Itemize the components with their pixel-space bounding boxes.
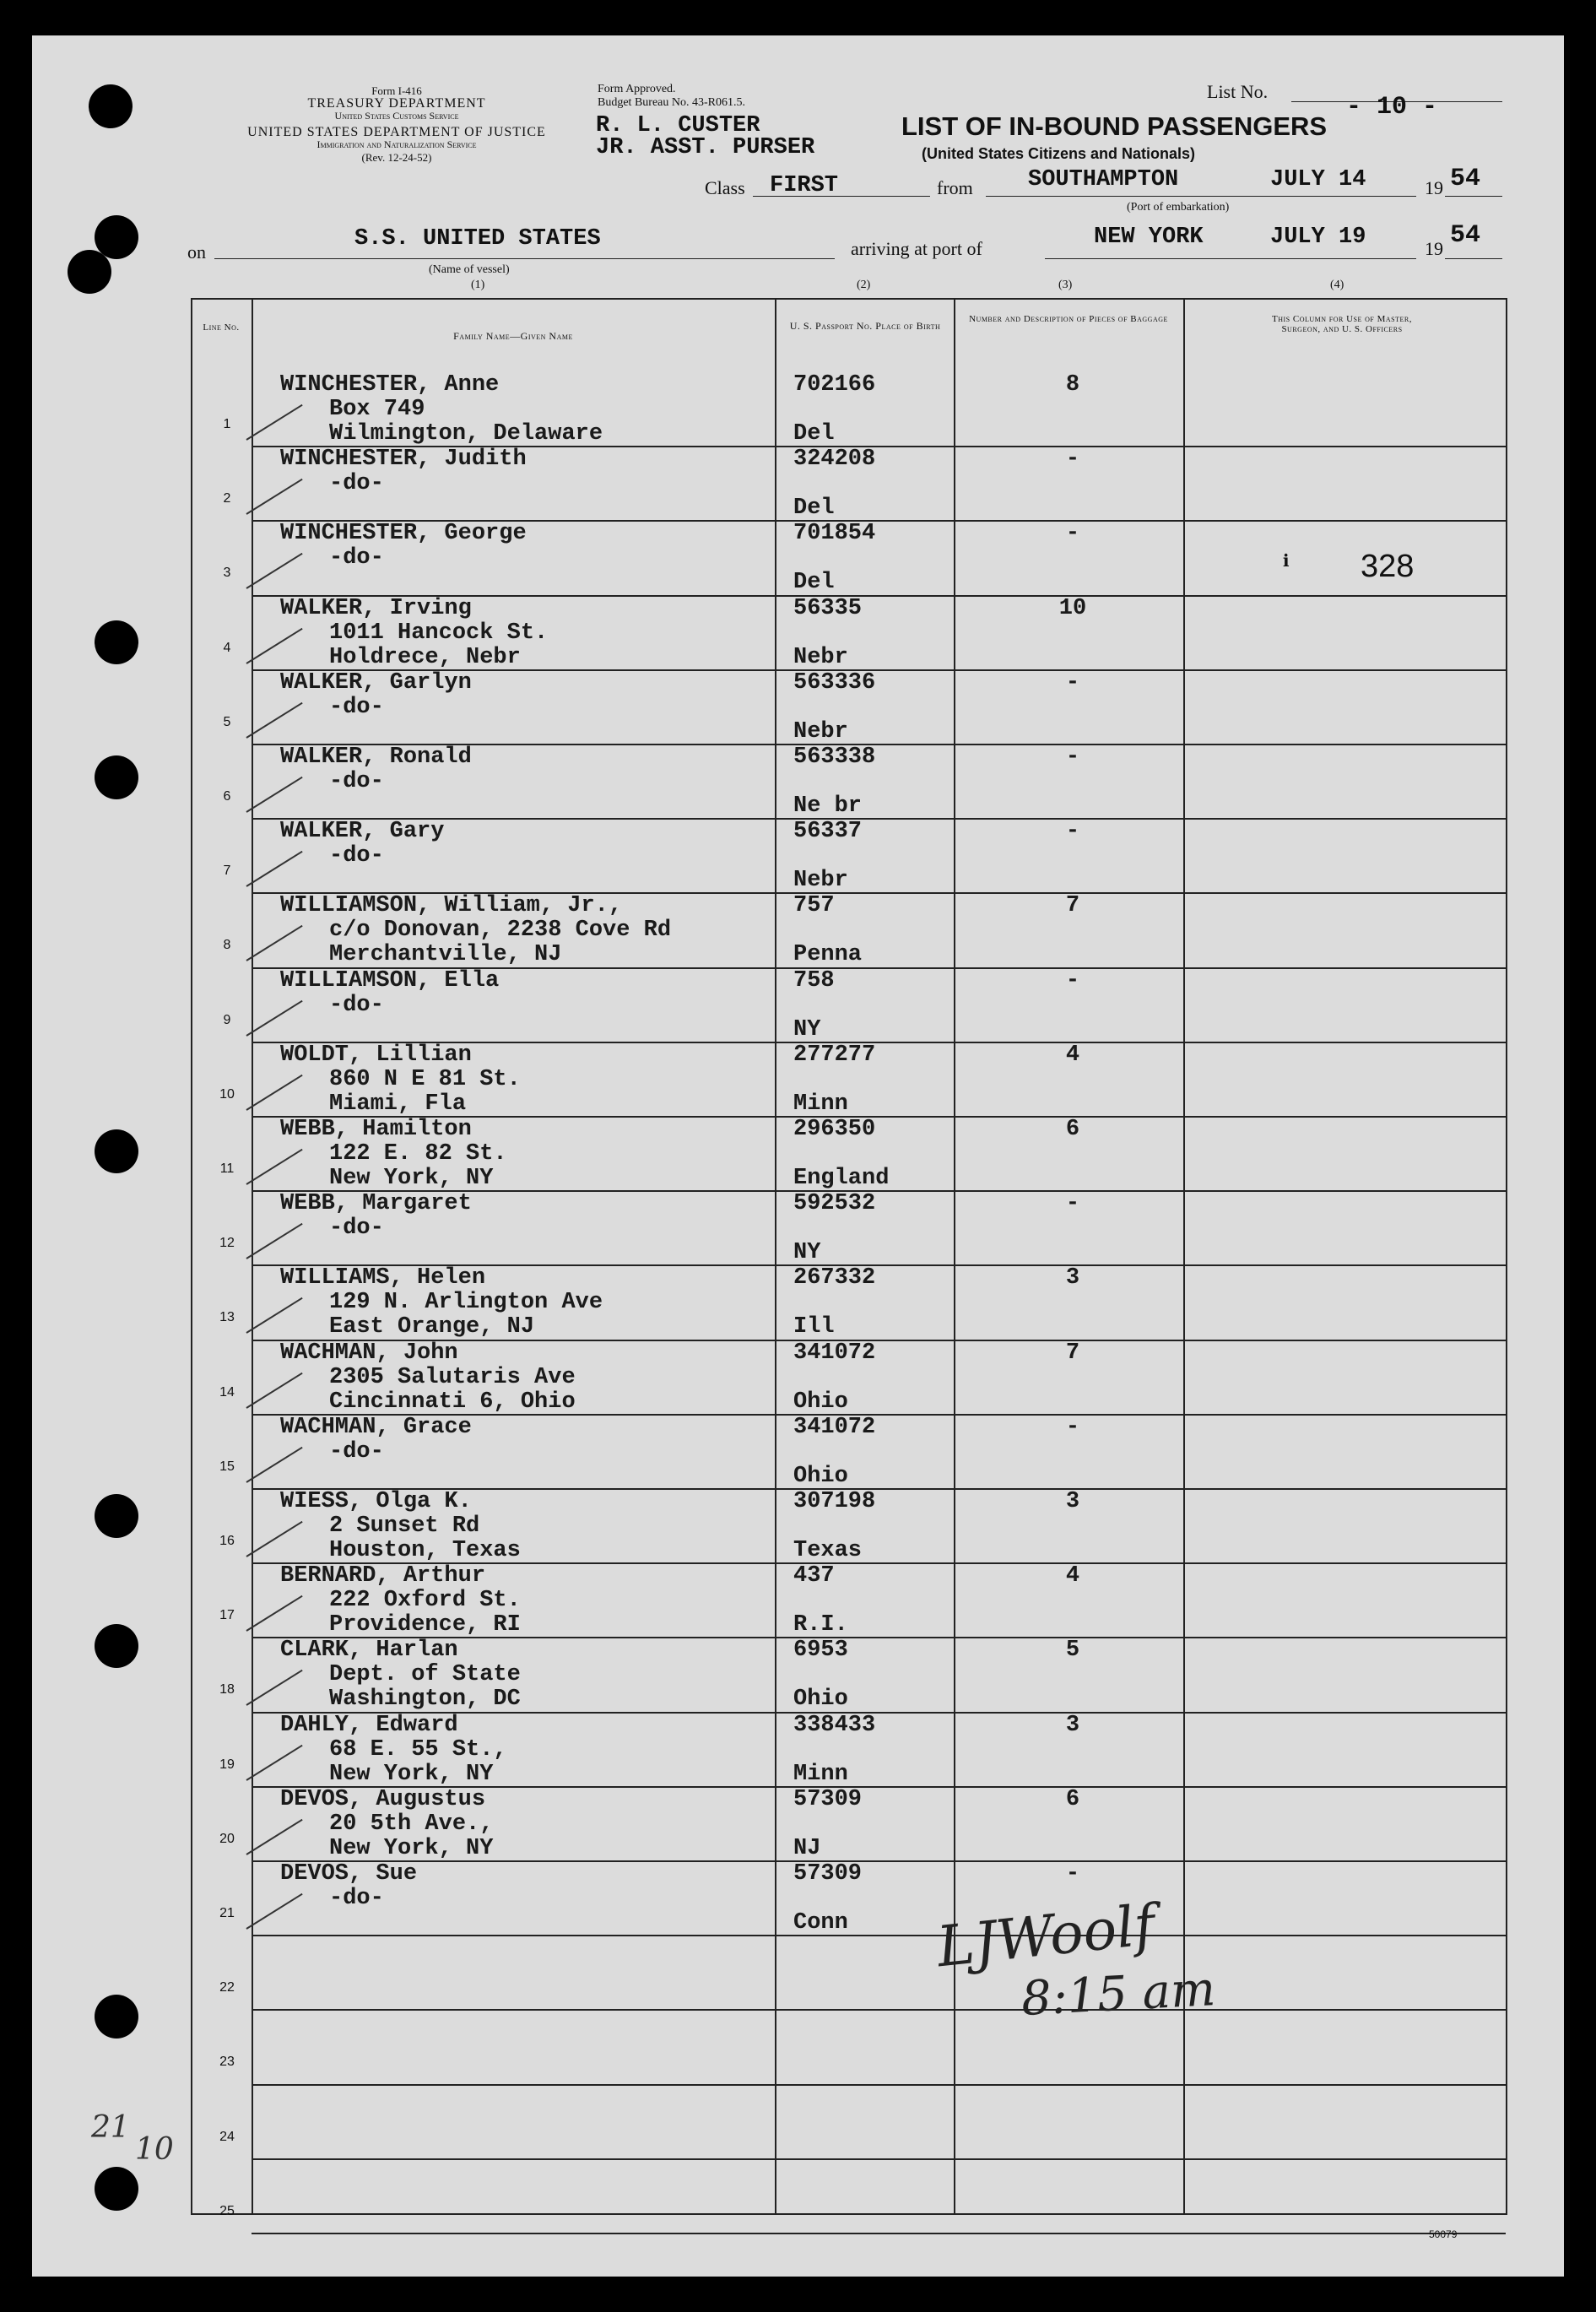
passenger-address: -do- <box>329 769 384 794</box>
passenger-address: -do- <box>329 695 384 720</box>
passenger-name: WEBB, Margaret <box>280 1191 472 1216</box>
passenger-name: WALKER, Irving <box>280 596 472 621</box>
col-header-baggage: Number and Description of Pieces of Baggage <box>969 314 1168 324</box>
baggage-count: 3 <box>1065 1489 1080 1514</box>
passenger-address: 129 N. Arlington Ave <box>329 1290 603 1315</box>
baggage-count: 4 <box>1065 1563 1080 1589</box>
place-of-birth: Del <box>793 421 835 447</box>
arriving-label: arriving at port of <box>851 238 982 259</box>
arrive-line <box>1045 258 1416 259</box>
punch-hole <box>68 250 111 294</box>
punch-hole <box>95 1995 138 2039</box>
form-number: Form I-416 <box>371 84 422 97</box>
passenger-address: -do- <box>329 1886 384 1911</box>
passenger-name: DEVOS, Sue <box>280 1861 418 1887</box>
line-number: 5 <box>223 715 231 729</box>
passenger-name: DEVOS, Augustus <box>280 1787 486 1812</box>
punch-hole <box>95 1129 138 1173</box>
punch-hole <box>95 1624 138 1668</box>
line-number: 4 <box>223 641 231 655</box>
passport-number: 6953 <box>793 1638 848 1663</box>
place-of-birth: Penna <box>793 942 863 967</box>
line-number: 8 <box>223 938 231 952</box>
document-title: LIST OF IN-BOUND PASSENGERS <box>901 111 1328 141</box>
margin-note-2: 10 <box>135 2132 174 2167</box>
place-of-birth: Ill <box>793 1314 835 1340</box>
place-of-birth: Ohio <box>793 1687 848 1712</box>
signature-time: 8:15 am <box>1020 1962 1217 2027</box>
passenger-name: WEBB, Hamilton <box>280 1117 472 1142</box>
line-number: 22 <box>219 1980 235 1995</box>
col-header-line: Line No. <box>203 322 240 333</box>
arrival-year-prefix: 19 <box>1425 238 1443 259</box>
list-no-value: - 10 - <box>1346 93 1438 122</box>
ins-service: Immigration and Naturalization Service <box>316 138 477 150</box>
col3-number: (3) <box>1058 279 1073 291</box>
line-number: 7 <box>223 864 231 878</box>
justice-dept: UNITED STATES DEPARTMENT OF JUSTICE <box>247 125 546 139</box>
passenger-name: BERNARD, Arthur <box>280 1563 486 1589</box>
place-of-birth: R.I. <box>793 1612 848 1638</box>
passport-number: 296350 <box>793 1117 876 1142</box>
line-number: 10 <box>219 1087 235 1102</box>
passenger-city: Houston, Texas <box>329 1538 521 1563</box>
baggage-count: - <box>1065 1861 1080 1887</box>
passenger-address: 68 E. 55 St., <box>329 1737 507 1762</box>
passenger-address: 20 5th Ave., <box>329 1811 494 1837</box>
passenger-name: WACHMAN, Grace <box>280 1415 472 1440</box>
baggage-count: 8 <box>1065 372 1080 398</box>
vessel-line <box>214 258 835 259</box>
passenger-address: 860 N E 81 St. <box>329 1067 521 1092</box>
treasury-dept: TREASURY DEPARTMENT <box>307 96 486 111</box>
line-number: 3 <box>223 566 231 580</box>
baggage-count: - <box>1065 819 1080 844</box>
passport-number: 701854 <box>793 521 876 546</box>
line-number: 13 <box>219 1310 235 1324</box>
passport-number: 341072 <box>793 1415 876 1440</box>
year-line <box>1445 196 1502 197</box>
line-number: 12 <box>219 1236 235 1250</box>
passenger-address: -do- <box>329 843 384 869</box>
baggage-count: - <box>1065 521 1080 546</box>
col-header-passport: U. S. Passport No. Place of Birth <box>789 320 941 332</box>
place-of-birth: England <box>793 1166 890 1191</box>
inspector-signature: LJWoolf <box>933 1892 1158 1980</box>
arrival-date: JULY 19 <box>1270 225 1366 250</box>
vessel-name: S.S. UNITED STATES <box>354 226 601 252</box>
passenger-city: East Orange, NJ <box>329 1314 535 1340</box>
passenger-city: Cincinnati 6, Ohio <box>329 1389 576 1415</box>
place-of-birth: NY <box>793 1240 821 1265</box>
line-number: 9 <box>223 1013 231 1027</box>
line-number: 11 <box>219 1161 235 1176</box>
class-value: FIRST <box>770 173 839 198</box>
punch-hole <box>89 84 133 128</box>
passenger-city: Merchantville, NJ <box>329 942 562 967</box>
document-subtitle: (United States Citizens and Nationals) <box>922 145 1196 162</box>
baggage-count: - <box>1065 447 1080 472</box>
from-line <box>986 196 1416 197</box>
stamp-number: 328 <box>1361 549 1415 584</box>
line-number: 1 <box>223 417 231 431</box>
passenger-address: c/o Donovan, 2238 Cove Rd <box>329 918 672 943</box>
passport-number: 57309 <box>793 1861 863 1887</box>
arrival-year-line <box>1445 258 1502 259</box>
col-header-name: Family Name—Given Name <box>453 330 573 342</box>
passenger-name: WIESS, Olga K. <box>280 1489 472 1514</box>
passenger-city: Holdrece, Nebr <box>329 645 521 670</box>
baggage-count: 10 <box>1058 596 1087 621</box>
passenger-city: New York, NY <box>329 1166 494 1191</box>
passport-number: 592532 <box>793 1191 876 1216</box>
passenger-address: 2 Sunset Rd <box>329 1513 480 1539</box>
baggage-count: - <box>1065 670 1080 696</box>
place-of-birth: NJ <box>793 1836 821 1861</box>
passenger-city: New York, NY <box>329 1836 494 1861</box>
footer-code: 50079 <box>1429 2228 1458 2240</box>
passenger-city: New York, NY <box>329 1762 494 1787</box>
baggage-count: - <box>1065 1191 1080 1216</box>
line-number: 17 <box>219 1608 235 1622</box>
officer-name: R. L. CUSTER <box>596 113 760 138</box>
baggage-count: - <box>1065 744 1080 770</box>
port-of-embarkation: SOUTHAMPTON <box>1028 167 1179 192</box>
row-divider <box>252 2158 1506 2160</box>
place-of-birth: Ohio <box>793 1464 848 1489</box>
baggage-count: - <box>1065 1415 1080 1440</box>
baggage-count: 6 <box>1065 1117 1080 1142</box>
passenger-name: WINCHESTER, Anne <box>280 372 500 398</box>
punch-hole <box>95 2167 138 2211</box>
arrival-year: 54 <box>1450 221 1481 250</box>
place-of-birth: Nebr <box>793 645 848 670</box>
passenger-name: WILLIAMSON, William, Jr., <box>280 893 623 918</box>
place-of-birth: Nebr <box>793 868 848 893</box>
baggage-count: 4 <box>1065 1042 1080 1068</box>
baggage-count: 7 <box>1065 1340 1080 1366</box>
passenger-name: WINCHESTER, Judith <box>280 447 527 472</box>
col-header-officers: This Column for Use of Master, Surgeon, and U. S. Officers <box>1272 314 1412 334</box>
year-prefix: 19 <box>1425 177 1443 198</box>
passport-number: 341072 <box>793 1340 876 1366</box>
col2-number: (2) <box>857 279 871 291</box>
passport-number: 56335 <box>793 596 863 621</box>
arrival-port: NEW YORK <box>1094 225 1204 250</box>
passenger-address: Box 749 <box>329 397 425 422</box>
place-of-birth: Ohio <box>793 1389 848 1415</box>
line-number: 2 <box>223 491 231 506</box>
port-embark-caption: (Port of embarkation) <box>1127 201 1230 214</box>
line-number: 24 <box>219 2130 235 2144</box>
place-of-birth: Minn <box>793 1091 848 1117</box>
from-label: from <box>937 177 973 198</box>
passenger-city: Wilmington, Delaware <box>329 421 603 447</box>
passenger-name: CLARK, Harlan <box>280 1638 458 1663</box>
form-approved: Form Approved. <box>598 83 676 95</box>
passport-number: 267332 <box>793 1265 876 1291</box>
place-of-birth: Minn <box>793 1762 848 1787</box>
row-divider <box>252 2009 1506 2011</box>
passenger-address: -do- <box>329 545 384 571</box>
line-number: 25 <box>219 2204 235 2218</box>
customs-service: United States Customs Service <box>334 110 459 122</box>
line-number: 16 <box>219 1534 235 1548</box>
line-number: 15 <box>219 1459 235 1474</box>
line-number: 18 <box>219 1682 235 1697</box>
line-number: 21 <box>219 1906 235 1920</box>
passport-number: 702166 <box>793 372 876 398</box>
baggage-count: 3 <box>1065 1265 1080 1291</box>
row-divider <box>252 1935 1506 1936</box>
stamp-mark: ℹ <box>1283 550 1290 571</box>
baggage-count: 5 <box>1065 1638 1080 1663</box>
place-of-birth: Texas <box>793 1538 863 1563</box>
line-number: 23 <box>219 2055 235 2069</box>
passport-number: 758 <box>793 968 835 994</box>
passenger-name: WILLIAMS, Helen <box>280 1265 486 1291</box>
passport-number: 57309 <box>793 1787 863 1812</box>
col4-number: (4) <box>1330 279 1344 291</box>
passenger-city: Providence, RI <box>329 1612 521 1638</box>
line-number: 19 <box>219 1757 235 1772</box>
passenger-address: Dept. of State <box>329 1662 521 1687</box>
col1-number: (1) <box>471 279 485 291</box>
vessel-caption: (Name of vessel) <box>429 263 510 276</box>
passenger-address: -do- <box>329 1439 384 1465</box>
passenger-name: WALKER, Ronald <box>280 744 472 770</box>
passenger-address: 222 Oxford St. <box>329 1588 521 1613</box>
baggage-count: 6 <box>1065 1787 1080 1812</box>
passenger-address: 1011 Hancock St. <box>329 620 549 646</box>
margin-note: 21 <box>91 2110 130 2145</box>
class-label: Class <box>705 177 745 198</box>
baggage-count: 3 <box>1065 1713 1080 1738</box>
on-label: on <box>187 241 206 263</box>
passenger-name: WACHMAN, John <box>280 1340 458 1366</box>
passenger-name: DAHLY, Edward <box>280 1713 458 1738</box>
passenger-name: WINCHESTER, George <box>280 521 527 546</box>
place-of-birth: Del <box>793 570 835 595</box>
line-number: 14 <box>219 1385 235 1400</box>
passport-number: 307198 <box>793 1489 876 1514</box>
passenger-city: Washington, DC <box>329 1687 521 1712</box>
passenger-address: 2305 Salutaris Ave <box>329 1365 576 1390</box>
place-of-birth: Nebr <box>793 719 848 744</box>
place-of-birth: Conn <box>793 1910 848 1936</box>
passenger-name: WALKER, Garlyn <box>280 670 472 696</box>
punch-hole <box>95 620 138 664</box>
baggage-count: 7 <box>1065 893 1080 918</box>
row-divider <box>252 2084 1506 2086</box>
embarkation-date: JULY 14 <box>1270 167 1366 192</box>
passenger-address: -do- <box>329 471 384 496</box>
passenger-name: WILLIAMSON, Ella <box>280 968 500 994</box>
officer-title: JR. ASST. PURSER <box>596 135 815 160</box>
line-number: 20 <box>219 1832 235 1846</box>
passport-number: 757 <box>793 893 835 918</box>
passenger-address: 122 E. 82 St. <box>329 1141 507 1167</box>
passport-number: 277277 <box>793 1042 876 1068</box>
baggage-count: - <box>1065 968 1080 994</box>
passport-number: 437 <box>793 1563 835 1589</box>
passport-number: 56337 <box>793 819 863 844</box>
place-of-birth: Ne br <box>793 793 863 819</box>
passenger-address: -do- <box>329 993 384 1018</box>
embarkation-year: 54 <box>1450 165 1481 193</box>
punch-hole <box>95 755 138 799</box>
passenger-name: WOLDT, Lillian <box>280 1042 472 1068</box>
form-agency-block <box>186 84 608 164</box>
passport-number: 563336 <box>793 670 876 696</box>
list-no-label: List No. <box>1207 81 1269 102</box>
line-number: 6 <box>223 789 231 804</box>
passenger-name: WALKER, Gary <box>280 819 445 844</box>
passport-number: 338433 <box>793 1713 876 1738</box>
budget-bureau: Budget Bureau No. 43-R061.5. <box>598 96 745 109</box>
revision: (Rev. 12-24-52) <box>361 151 432 164</box>
passport-number: 563338 <box>793 744 876 770</box>
punch-hole <box>95 1494 138 1538</box>
place-of-birth: NY <box>793 1017 821 1042</box>
passenger-address: -do- <box>329 1216 384 1241</box>
row-divider <box>252 2233 1506 2234</box>
place-of-birth: Del <box>793 495 835 521</box>
passenger-city: Miami, Fla <box>329 1091 467 1117</box>
passport-number: 324208 <box>793 447 876 472</box>
